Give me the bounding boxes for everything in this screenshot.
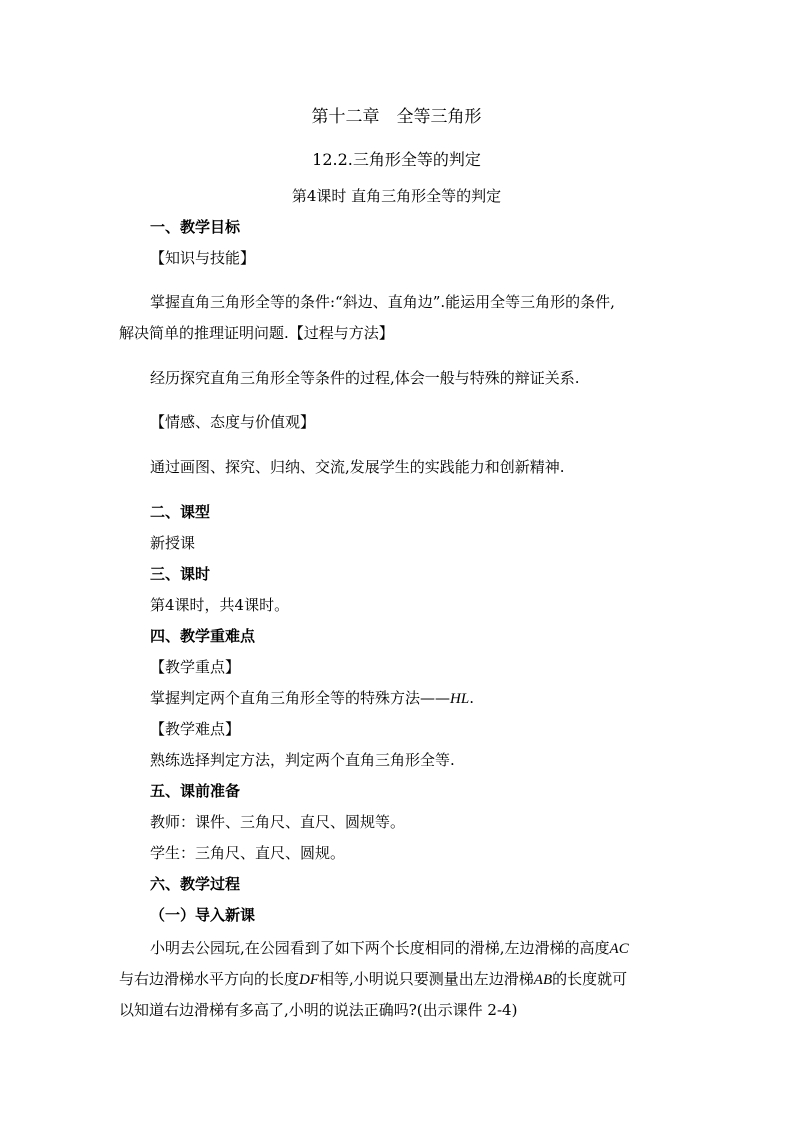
intro-line2-text-a: 与右边滑梯水平方向的长度 xyxy=(119,970,300,988)
heading-preparation: 五、课前准备 xyxy=(150,782,241,800)
intro-paragraph-line1 xyxy=(150,938,629,959)
segment-df: DF xyxy=(299,972,320,988)
paragraph-attitude: 通过画图、探究、归纳、交流,发展学生的实践能力和创新精神. xyxy=(150,458,565,476)
segment-ac: AC xyxy=(609,941,629,957)
intro-paragraph-line3: 以知道右边滑梯有多高了,小明的说法正确吗?(出示课件 2-4) xyxy=(119,1001,518,1019)
hl-term: HL xyxy=(450,691,470,707)
heading-teaching-process: 六、教学过程 xyxy=(150,875,241,893)
lesson-period-text: 第4课时，共4课时。 xyxy=(150,596,290,614)
difficult-point-text: 熟练选择判定方法，判定两个直角三角形全等. xyxy=(150,751,455,769)
paragraph-knowledge-line1: 掌握直角三角形全等的条件:“斜边、直角边”.能运用全等三角形的条件, xyxy=(150,293,615,311)
preparation-student: 学生：三角尺、直尺、圆规。 xyxy=(150,844,346,862)
intro-line2-text-b: 相等,小明说只要测量出左边滑梯 xyxy=(319,970,534,988)
subheading-introduction: （一）导入新课 xyxy=(150,906,256,924)
subheading-key-point: 【教学重点】 xyxy=(150,658,241,676)
segment-ab: AB xyxy=(533,972,553,988)
heading-lesson-period: 三、课时 xyxy=(150,565,211,583)
preparation-teacher: 教师：课件、三角尺、直尺、圆规等。 xyxy=(150,813,406,831)
subheading-knowledge-skills: 【知识与技能】 xyxy=(150,249,256,267)
subheading-attitude-values: 【情感、态度与价值观】 xyxy=(150,413,316,431)
key-point-text xyxy=(150,688,474,709)
lesson-title: 第4课时 直角三角形全等的判定 xyxy=(291,187,502,205)
intro-line1-text: 小明去公园玩,在公园看到了如下两个长度相同的滑梯,左边滑梯的高度 xyxy=(150,939,610,957)
lesson-type-text: 新授课 xyxy=(150,534,196,552)
key-point-text-main: 掌握判定两个直角三角形全等的特殊方法—— xyxy=(150,689,451,707)
section-title: 12.2.三角形全等的判定 xyxy=(312,150,481,169)
heading-key-points: 四、教学重难点 xyxy=(150,627,256,645)
intro-line2-text-c: 的长度就可 xyxy=(552,970,628,988)
subheading-difficult-point: 【教学难点】 xyxy=(150,720,241,738)
paragraph-process-method: 经历探究直角三角形全等条件的过程,体会一般与特殊的辩证关系. xyxy=(150,369,580,387)
key-point-text-end: . xyxy=(469,689,474,707)
heading-lesson-type: 二、课型 xyxy=(150,503,211,521)
paragraph-knowledge-line2: 解决简单的推理证明问题.【过程与方法】 xyxy=(119,324,394,342)
heading-teaching-goals: 一、教学目标 xyxy=(150,218,241,236)
intro-paragraph-line2 xyxy=(119,969,627,990)
chapter-title: 第十二章 全等三角形 xyxy=(311,107,482,127)
